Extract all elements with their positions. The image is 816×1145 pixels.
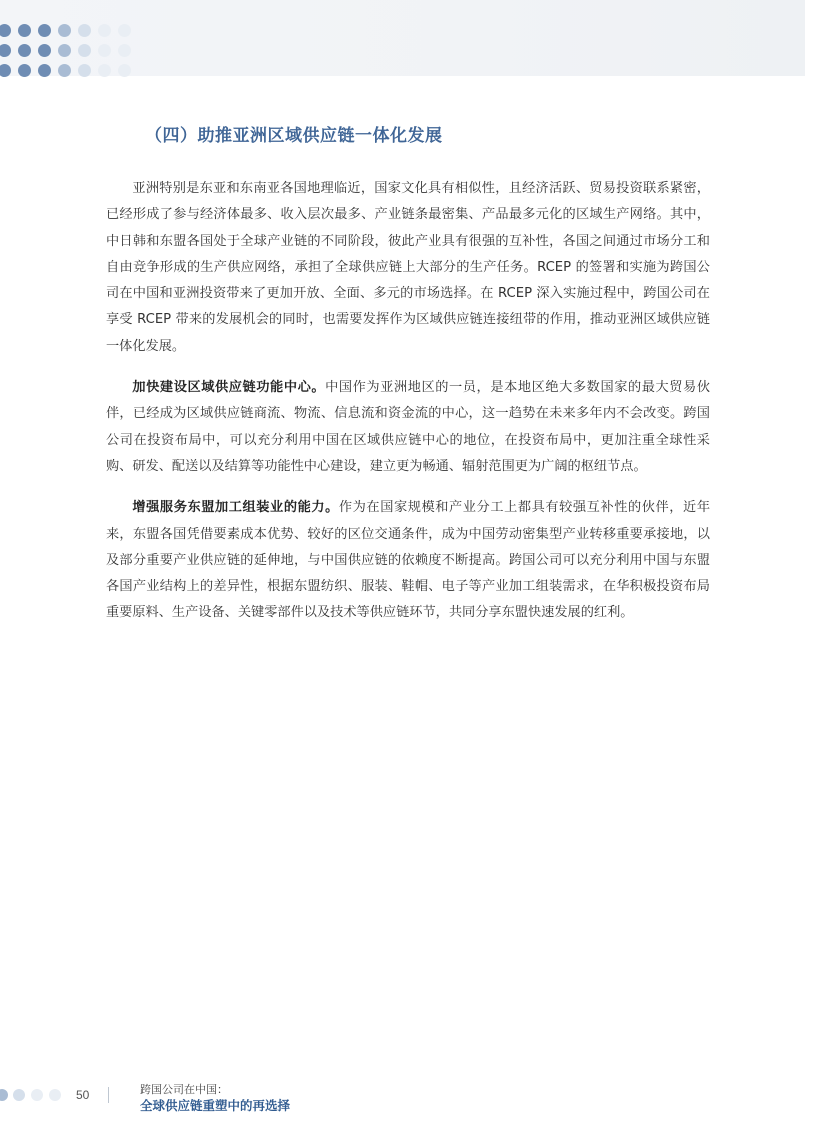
- decorative-dot: [18, 24, 31, 37]
- decorative-dot: [78, 44, 91, 57]
- decorative-dot: [118, 24, 131, 37]
- paragraph-lead: 增强服务东盟加工组装业的能力。: [132, 500, 339, 516]
- paragraph-intro: [106, 176, 710, 360]
- decorative-dot: [98, 64, 111, 77]
- decorative-dot: [78, 24, 91, 37]
- paragraph-text: 作为在国家规模和产业分工上都具有较强互补性的伙伴，近年来，东盟各国凭借要素成本优势、较好的区位交通条件，成为中国劳动密集型产业转移重要承接地，以及部分重要产业供应链的延伸地，与中国供应链的依赖度不断提高。跨国公司可以充分利用中国与东盟各国产业结构上的差异性，根据东盟纺织、服装、鞋帽、电子等产业加工组装需求，在华积极投资布局重要原料、生产设备、关键零部件以及技术等供应链环节，共同分享东盟快速发展的红利。: [106, 500, 711, 621]
- footer-decorative-dot: [31, 1089, 43, 1101]
- publication-title-line1: 跨国公司在中国：: [140, 1083, 228, 1096]
- paragraph-text: 中国作为亚洲地区的一员，是本地区绝大多数国家的最大贸易伙伴，已经成为区域供应链商流、物流、信息流和资金流的中心，这一趋势在未来多年内不会改变。跨国公司在投资布局中，可以充分利用中国在区域供应链中心的地位，在投资布局中，更加注重全球性采购、研发、配送以及结算等功能性中心建设，建立更为畅通、辐射范围更为广阔的枢纽节点。: [106, 380, 711, 474]
- body-text: [106, 176, 710, 642]
- footer-decorative-dot: [13, 1089, 25, 1101]
- section-title: （四）助推亚洲区域供应链一体化发展: [145, 126, 443, 146]
- decorative-dot: [78, 64, 91, 77]
- decorative-dot: [58, 64, 71, 77]
- paragraph-supply-chain-center: [106, 375, 710, 480]
- decorative-dot: [18, 64, 31, 77]
- paragraph-asean-assembly: [106, 495, 710, 626]
- footer-divider: [108, 1087, 109, 1103]
- decorative-dot: [118, 44, 131, 57]
- decorative-dot: [38, 64, 51, 77]
- paragraph-text: 亚洲特别是东亚和东南亚各国地理临近，国家文化具有相似性，且经济活跃、贸易投资联系紧密，已经形成了参与经济体最多、收入层次最多、产业链条最密集、产品最多元化的区域生产网络。其中，中日韩和东盟各国处于全球产业链的不同阶段，彼此产业具有很强的互补性，各国之间通过市场分工和自由竞争形成的生产供应网络，承担了全球供应链上大部分的生产任务。RCEP 的签署和实施为跨国公司在中国和亚洲投资带来了更加开放、全面、多元的市场选择。在 RCEP 深入实施过程中，跨国公司在享受 RCEP 带来的发展机会的同时，也需要发挥作为区域供应链连接纽带的作用，推动亚洲区域供应链一体化发展。: [106, 181, 710, 354]
- footer-decorative-dot: [0, 1089, 8, 1101]
- decorative-dot: [18, 44, 31, 57]
- decorative-dot: [98, 24, 111, 37]
- page-number: 50: [76, 1088, 90, 1102]
- footer-decorative-dot: [49, 1089, 61, 1101]
- decorative-dot: [118, 64, 131, 77]
- decorative-dot: [38, 44, 51, 57]
- decorative-dot: [38, 24, 51, 37]
- decorative-dot: [58, 44, 71, 57]
- paragraph-lead: 加快建设区域供应链功能中心。: [132, 380, 326, 396]
- decorative-dot: [98, 44, 111, 57]
- publication-title-line2: 全球供应链重塑中的再选择: [140, 1098, 291, 1113]
- decorative-dot: [58, 24, 71, 37]
